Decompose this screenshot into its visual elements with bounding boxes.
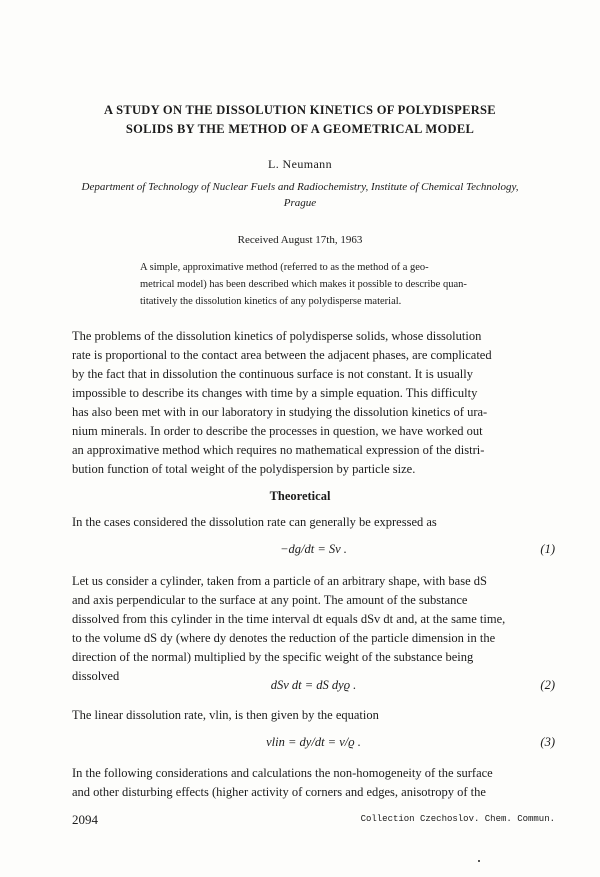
author-name: L. Neumann (268, 157, 332, 171)
affiliation-line: Prague (283, 197, 317, 209)
abstract-line: A simple, approximative method (referred to as the method of a geo- (140, 262, 429, 273)
text-line: The linear dissolution rate, vlin, is then given by the equation (72, 708, 379, 722)
title-line: A STUDY ON THE DISSOLUTION KINETICS OF POLYDISPERSE (104, 103, 496, 117)
equation-2 (72, 678, 555, 698)
text-line: nium minerals. In order to describe the processes in question, we have worked out (72, 424, 483, 438)
equation-number: (3) (540, 735, 555, 749)
affiliation-line: Department of Technology of Nuclear Fuels and Radiochemistry, Institute of Chemical Technology, (81, 181, 519, 193)
text-line: and other disturbing effects (higher activity of corners and edges, anisotropy of the (72, 785, 486, 799)
text-line: In the cases considered the dissolution rate can generally be expressed as (72, 515, 437, 529)
section-heading: Theoretical (269, 489, 331, 503)
text-line: to the volume dS dy (where dy denotes the reduction of the particle dimension in the (72, 631, 496, 645)
journal-name: Collection Czechoslov. Chem. Commun. (360, 814, 555, 824)
text-line: dissolved (72, 669, 120, 683)
text-line: by the fact that in dissolution the continuous surface is not constant. It is usually (72, 367, 473, 381)
article-title (60, 101, 540, 139)
intro-paragraph (72, 327, 555, 479)
abstract-line: titatively the dissolution kinetics of any polydisperse material. (140, 296, 402, 307)
text-line: In the following considerations and calculations the non-homogeneity of the surface (72, 766, 493, 780)
text-line: The problems of the dissolution kinetics of polydisperse solids, whose dissolution (72, 329, 482, 343)
text-line: an approximative method which requires no mathematical expression of the distri- (72, 443, 485, 457)
abstract-line: metrical model) has been described which makes it possible to describe quan- (140, 279, 467, 290)
text-line: Let us consider a cylinder, taken from a particle of an arbitrary shape, with base dS (72, 574, 487, 588)
equation-3 (72, 735, 555, 755)
paragraph (72, 764, 555, 802)
equation-expression: dSv dt = dS dyϱ . (270, 678, 357, 692)
scan-speck (478, 860, 480, 862)
abstract (140, 259, 506, 310)
equation-expression: vlin = dy/dt = v/ϱ . (266, 735, 361, 749)
equation-number: (2) (540, 678, 555, 692)
equation-expression: −dg/dt = Sv . (280, 542, 347, 556)
affiliation (40, 179, 560, 211)
received-date: Received August 17th, 1963 (237, 234, 363, 246)
text-line: rate is proportional to the contact area between the adjacent phases, are complicated (72, 348, 492, 362)
text-line: has also been met with in our laboratory in studying the dissolution kinetics of ura- (72, 405, 488, 419)
text-line: impossible to describe its changes with time by a simple equation. This difficulty (72, 386, 478, 400)
paragraph (72, 706, 555, 725)
title-line: SOLIDS BY THE METHOD OF A GEOMETRICAL MODEL (125, 122, 475, 136)
text-line: bution function of total weight of the polydispersion by particle size. (72, 462, 416, 476)
paragraph (72, 572, 555, 686)
text-line: dissolved from this cylinder in the time interval dt equals dSv dt and, at the same time, (72, 612, 506, 626)
text-line: and axis perpendicular to the surface at any point. The amount of the substance (72, 593, 468, 607)
text-line: direction of the normal) multiplied by the specific weight of the substance being (72, 650, 474, 664)
equation-1 (72, 542, 555, 562)
paragraph (72, 513, 555, 532)
page-number: 2094 (72, 812, 98, 827)
page-footer (72, 812, 555, 828)
equation-number: (1) (540, 542, 555, 556)
